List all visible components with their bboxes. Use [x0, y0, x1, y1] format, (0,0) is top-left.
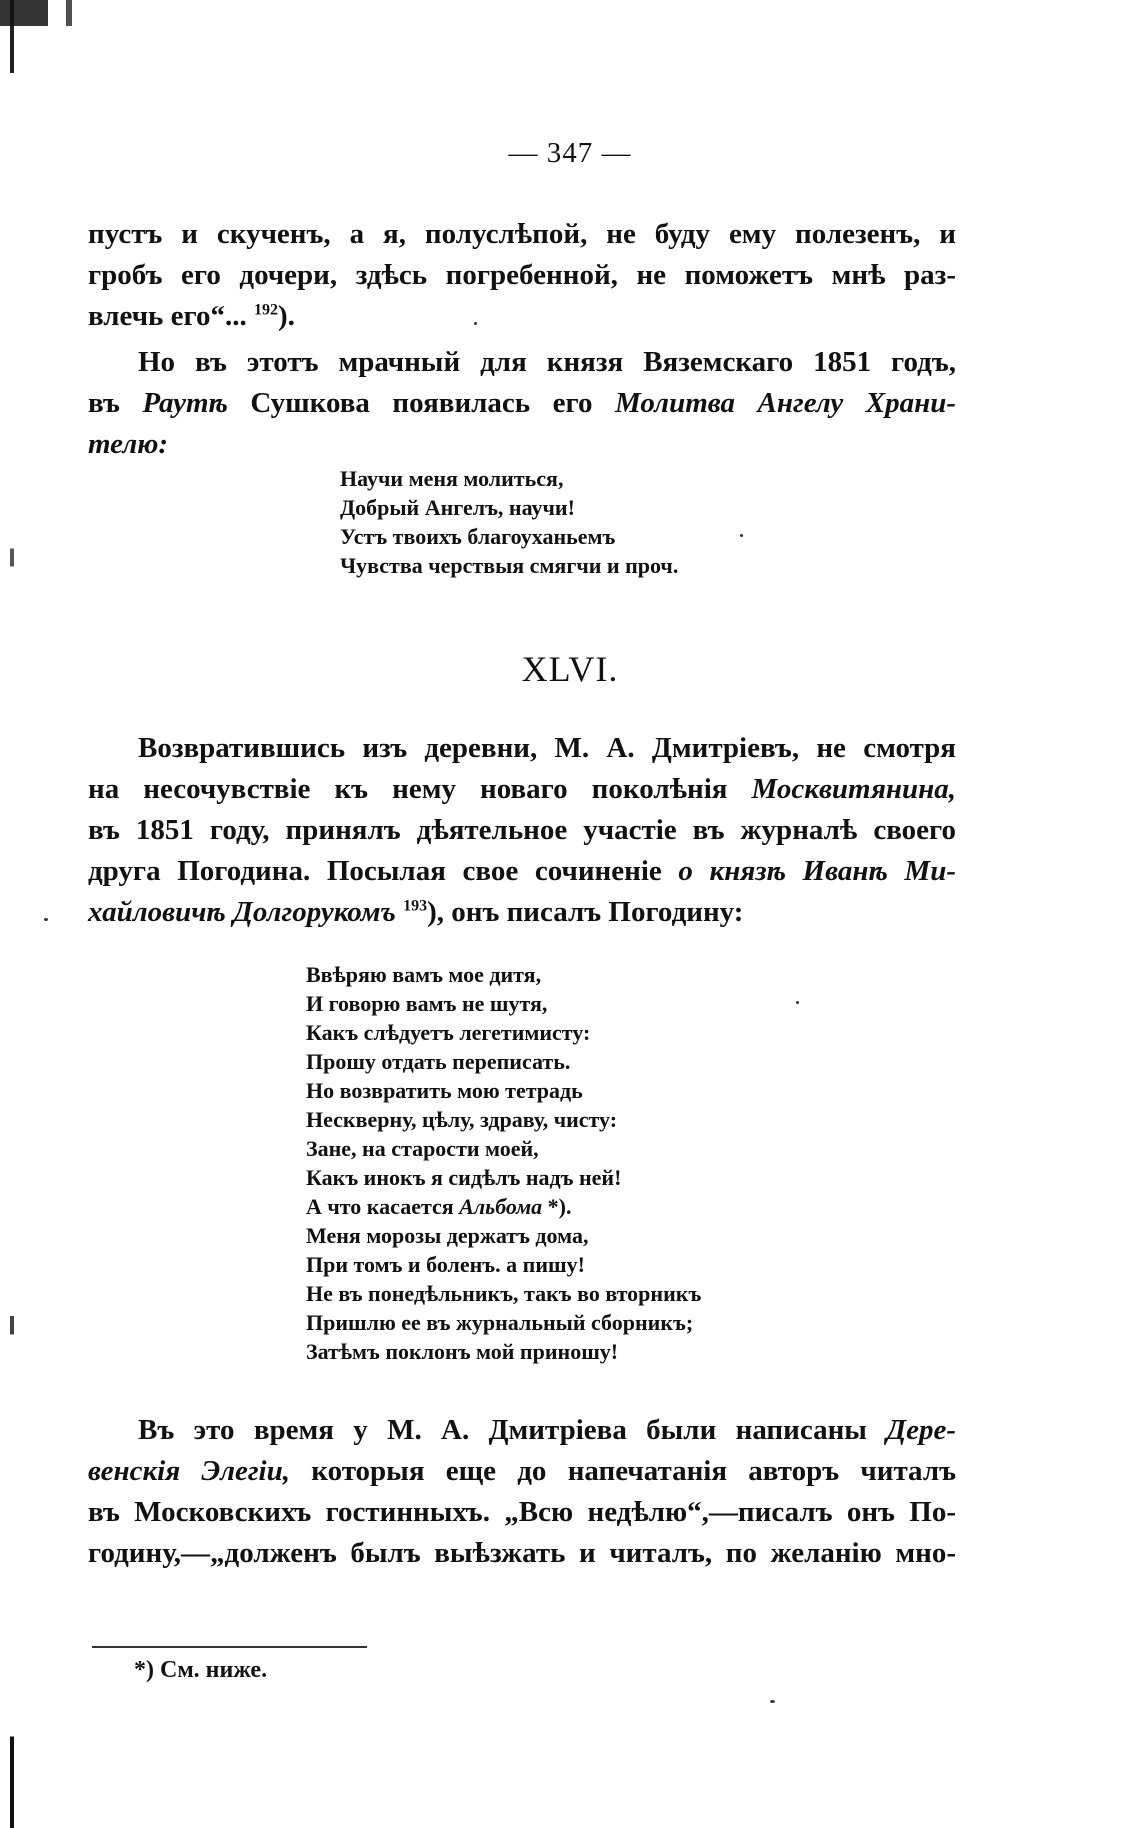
scan-corner-blot — [0, 0, 120, 26]
footnote: *) См. ниже. — [134, 1657, 268, 1683]
verse-line: Затѣмъ поклонъ мой приношу! — [306, 1339, 619, 1364]
italic-title: о князѣ Иванѣ Ми- — [678, 855, 956, 887]
verse-line: Научи меня молиться, — [340, 466, 564, 491]
text-line: хайловичѣ Долгорукомъ $^{193}$), онъ писалъ Погодину: — [88, 896, 744, 928]
paragraph-dmitriev — [88, 728, 956, 933]
section-heading: XLVI. — [521, 649, 619, 689]
scan-edge-mark — [10, 0, 14, 1828]
text-line: на несочувствіе къ нему новаго поколѣнія Москвитянина, — [88, 773, 956, 805]
italic-title: Молитва Ангелу Храни- — [615, 387, 956, 419]
scan-speck — [770, 1700, 775, 1703]
verse-line: Не въ понедѣльникъ, такъ во вторникъ — [306, 1281, 702, 1306]
verse-line: А что касается Альбома *). — [306, 1194, 572, 1219]
paragraph-elegies — [88, 1410, 956, 1574]
verse-line: Но возвратить мою тетрадь — [306, 1078, 583, 1103]
verse-line: Ввѣряю вамъ мое дитя, — [306, 962, 542, 987]
verse-line: Нескверну, цѣлу, здраву, чисту: — [306, 1107, 618, 1132]
page-number: — 347 — — [508, 137, 632, 169]
verse-line: Чувства черствыя смягчи и проч. — [340, 553, 679, 578]
italic-title: Альбома — [459, 1194, 543, 1219]
text-line: друга Погодина. Посылая свое сочиненіе о князѣ Иванѣ Ми- — [88, 855, 956, 887]
verse-line: Добрый Ангелъ, научи! — [340, 495, 575, 520]
verse-letter — [306, 960, 701, 1366]
text-line: пустъ и скученъ, а я, полуслѣпой, не буду ему полезенъ, и — [88, 218, 956, 250]
text-line: въ Московскихъ гостинныхъ. „Всю недѣлю“,—писалъ онъ По- — [88, 1496, 956, 1528]
italic-title: Москвитянина, — [751, 773, 956, 805]
paragraph-continuation — [88, 214, 956, 337]
text-line: Возвратившись изъ деревни, М. А. Дмитріевъ, не смотря — [138, 732, 956, 764]
text-line: Въ это время у М. А. Дмитріева были написаны Дере- — [138, 1414, 956, 1446]
text-line: въ 1851 году, принялъ дѣятельное участіе въ журналѣ своего — [88, 814, 956, 846]
scan-speck — [796, 1001, 799, 1004]
paragraph-vyazemsky — [88, 342, 956, 465]
footnote-ref: 192 — [253, 301, 278, 319]
verse-prayer — [340, 464, 678, 580]
verse-line: Прошу отдать переписать. — [306, 1049, 571, 1074]
verse-line: Зане, на старости моей, — [306, 1136, 539, 1161]
footnote-ref: 193 — [403, 897, 428, 915]
scan-speck — [740, 534, 743, 537]
text-line: телю: — [88, 428, 169, 460]
verse-line: При томъ и боленъ. а пишу! — [306, 1252, 585, 1277]
verse-line: Какъ слѣдуетъ легетимисту: — [306, 1020, 591, 1045]
text-line: годину,—„долженъ былъ выѣзжать и читалъ, по желанію мно- — [88, 1537, 956, 1569]
verse-line: Устъ твоихъ благоуханьемъ — [340, 524, 616, 549]
verse-line: Меня морозы держатъ дома, — [306, 1223, 589, 1248]
italic-title: Дере- — [886, 1414, 956, 1446]
verse-line: И говорю вамъ не шутя, — [306, 991, 548, 1016]
verse-line: Какъ инокъ я сидѣлъ надъ ней! — [306, 1165, 622, 1190]
scan-speck — [474, 322, 477, 325]
text-line: Но въ этотъ мрачный для князя Вяземскаго 1851 годъ, — [138, 346, 956, 378]
italic-title: Раутѣ — [142, 387, 228, 419]
text-line: въ Раутѣ Сушкова появилась его Молитва Ангелу Храни- — [88, 387, 956, 419]
text-line: влечь его“... $^{192}$). — [88, 300, 295, 332]
text-line: венскія Элегіи, которыя еще до напечатанія авторъ читалъ — [88, 1455, 956, 1487]
footnote-divider — [92, 1646, 367, 1648]
italic-title: венскія Элегіи, — [88, 1455, 290, 1487]
scan-speck — [44, 918, 48, 921]
text-line: гробъ его дочери, здѣсь погребенной, не поможетъ мнѣ раз- — [88, 259, 956, 291]
verse-line: Пришлю ее въ журнальный сборникъ; — [306, 1310, 694, 1335]
